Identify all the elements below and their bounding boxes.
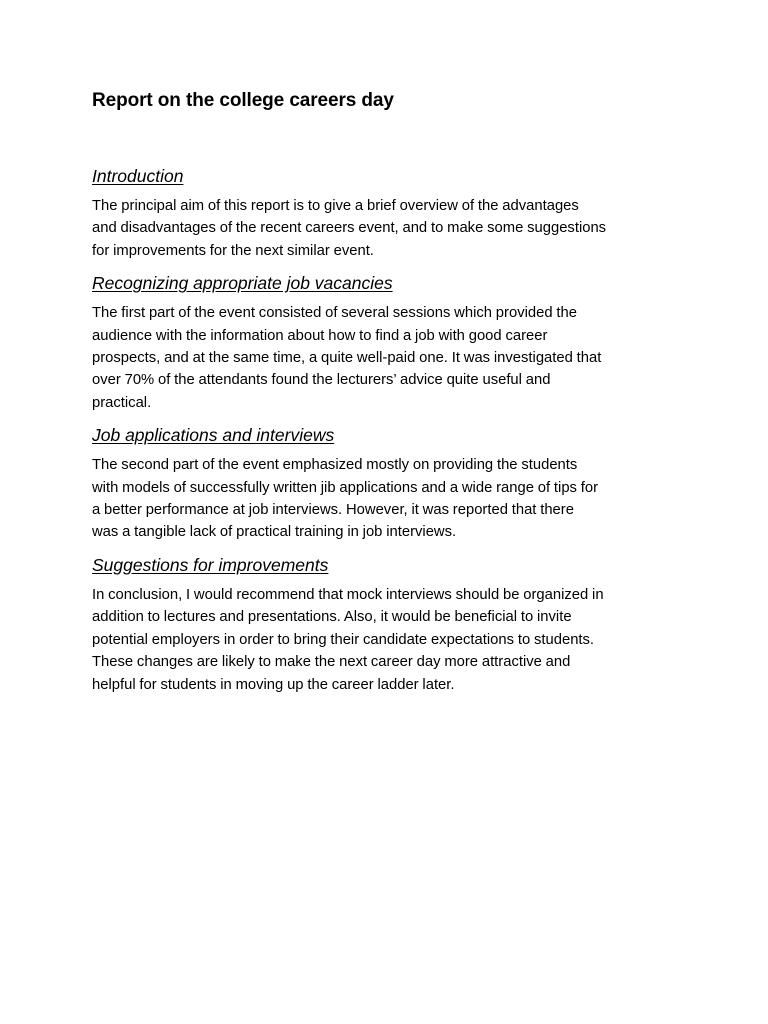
paragraph-line: was a tangible lack of practical training in job interviews. xyxy=(92,524,457,541)
paragraph-line: potential employers in order to bring their candidate expectations to students. xyxy=(92,631,595,648)
paragraph-line: The principal aim of this report is to give a brief overview of the advantages xyxy=(92,198,579,214)
paragraph-line: prospects, and at the same time, a quite well-paid one. It was investigated that xyxy=(92,350,602,367)
paragraph-line: addition to lectures and presentations. Also, it would be beneficial to invite xyxy=(92,609,572,626)
section-introduction xyxy=(92,164,692,262)
paragraph-line: with models of successfully written jib applications and a wide range of tips for xyxy=(92,479,599,496)
paragraph-line: practical. xyxy=(92,394,152,411)
paragraph-line: The second part of the event emphasized mostly on providing the students xyxy=(92,457,578,474)
section-applications-interviews xyxy=(92,423,692,544)
section-heading: Recognizing appropriate job vacancies xyxy=(92,273,393,294)
section-paragraph xyxy=(92,302,692,414)
document-page xyxy=(92,88,692,705)
paragraph-line: The first part of the event consisted of several sessions which provided the xyxy=(92,305,577,322)
section-heading: Introduction xyxy=(92,166,184,186)
section-heading: Suggestions for improvements xyxy=(92,554,329,575)
paragraph-line: for improvements for the next similar event. xyxy=(92,242,374,259)
section-paragraph xyxy=(92,454,692,544)
section-heading: Job applications and interviews xyxy=(92,425,335,446)
document-title: Report on the college careers day xyxy=(92,90,394,111)
section-paragraph xyxy=(92,584,692,696)
section-paragraph xyxy=(92,195,692,262)
paragraph-line: These changes are likely to make the next career day more attractive and xyxy=(92,654,571,671)
paragraph-line: and disadvantages of the recent careers event, and to make some suggestions xyxy=(92,220,607,237)
paragraph-line: In conclusion, I would recommend that mock interviews should be organized in xyxy=(92,586,604,603)
section-suggestions xyxy=(92,553,692,696)
paragraph-line: a better performance at job interviews. However, it was reported that there xyxy=(92,502,574,519)
section-job-vacancies xyxy=(92,271,692,414)
paragraph-line: over 70% of the attendants found the lecturers’ advice quite useful and xyxy=(92,372,551,389)
paragraph-line: helpful for students in moving up the career ladder later. xyxy=(92,676,455,693)
paragraph-line: audience with the information about how to find a job with good career xyxy=(92,327,548,344)
